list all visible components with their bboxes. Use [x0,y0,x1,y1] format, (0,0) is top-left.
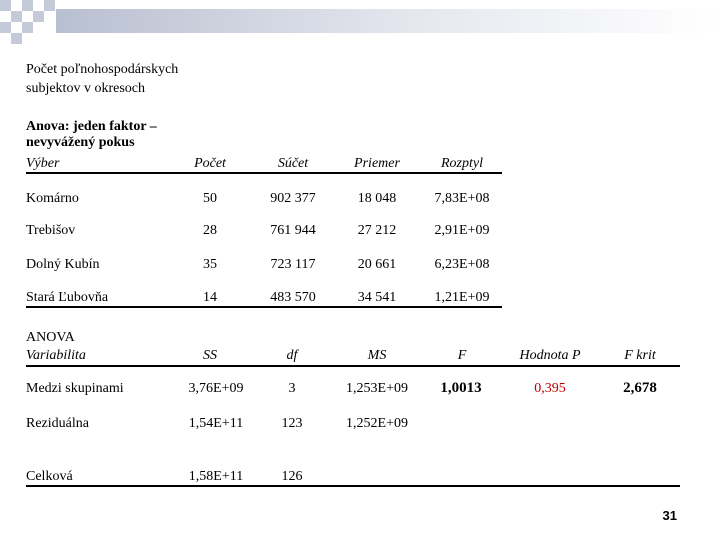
page-number: 31 [662,508,677,523]
table-cell: 123 [281,416,303,431]
summary-header-sum: Súčet [277,156,309,171]
table-cell: 1,54E+11 [188,416,244,431]
table-row-label: Stará Ľubovňa [26,290,109,305]
title-line-2: subjektov v okresoch [26,81,145,96]
table-cell: 35 [203,257,217,272]
table-row-label: Medzi skupinami [26,381,124,396]
table-cell: 28 [203,223,217,238]
f-critical: 2,678 [623,380,657,396]
summary-heading-line-2: nevyvážený pokus [26,135,135,150]
table-cell: 2,91E+09 [434,223,490,238]
summary-header-mean: Priemer [354,156,400,171]
table-cell: 1,252E+09 [346,416,408,431]
table-cell: 761 944 [270,223,316,238]
anova-header-p-value: Hodnota P [519,348,581,363]
table-cell: 902 377 [270,191,316,206]
summary-heading-line-1: Anova: jeden faktor – [26,119,157,134]
slide-title [26,60,178,98]
table-cell: 14 [203,290,217,305]
anova-header-rule [26,365,680,367]
table-row-label: Celková [26,469,73,484]
table-cell: 3,76E+09 [188,381,244,396]
decorative-header-bar [56,9,720,33]
table-cell: 50 [203,191,217,206]
table-cell: 3 [288,381,296,396]
anova-header-variability: Variabilita [26,348,86,363]
table-cell: 6,23E+08 [434,257,490,272]
p-value: 0,395 [534,381,566,396]
table-row-label: Komárno [26,191,79,206]
anova-header-ss: SS [203,348,217,363]
anova-header-f-crit: F krit [624,348,656,363]
anova-header-f: F [457,348,467,363]
table-cell: 1,253E+09 [346,381,408,396]
table-cell: 723 117 [270,257,316,272]
anova-bottom-rule [26,485,680,487]
summary-header-count: Počet [194,156,226,171]
table-cell: 7,83E+08 [434,191,490,206]
summary-header-rule [26,172,502,174]
table-cell: 34 541 [357,290,397,305]
table-cell: 1,58E+11 [188,469,244,484]
decorative-checker-pattern [0,0,60,45]
table-cell: 483 570 [270,290,316,305]
summary-heading [26,119,157,151]
table-row-label: Trebišov [26,223,76,238]
table-cell: 18 048 [357,191,397,206]
summary-bottom-rule [26,306,502,308]
table-cell: 20 661 [357,257,397,272]
table-row-label: Dolný Kubín [26,257,100,272]
anova-heading: ANOVA [26,330,75,345]
anova-header-df: df [286,348,298,363]
anova-header-ms: MS [367,348,387,363]
title-line-1: Počet poľnohospodárskych [26,62,179,77]
table-cell: 1,21E+09 [434,290,490,305]
table-cell: 27 212 [357,223,397,238]
f-statistic: 1,0013 [440,380,482,396]
summary-header-variance: Rozptyl [441,156,483,171]
table-cell: 126 [281,469,303,484]
summary-header-sample: Výber [26,156,60,171]
table-row-label: Reziduálna [26,416,89,431]
